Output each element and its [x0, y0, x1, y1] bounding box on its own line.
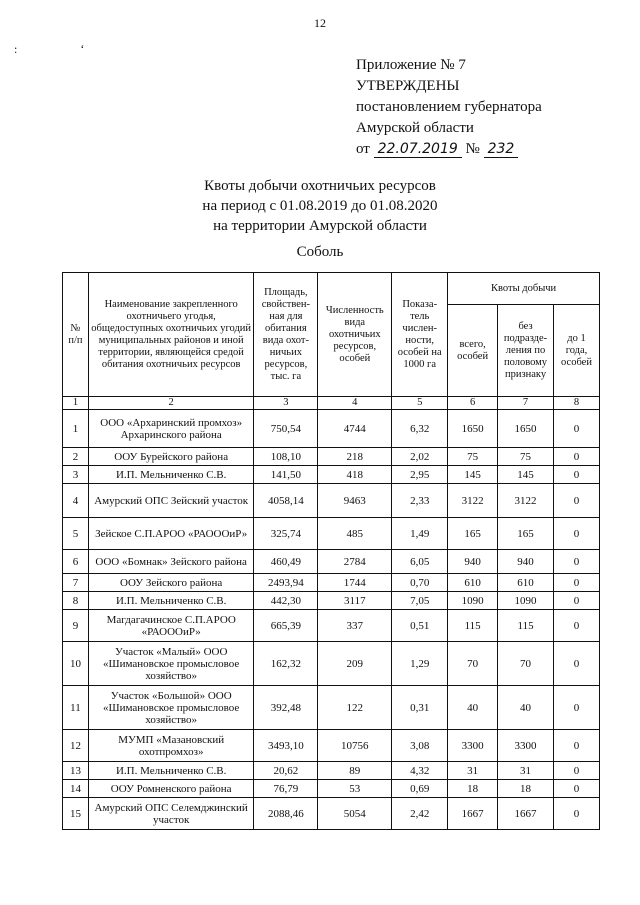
column-number: 3 — [254, 397, 318, 410]
page-number: 12 — [314, 16, 326, 30]
row-no-sex: 3300 — [498, 730, 554, 762]
row-density: 0,70 — [392, 574, 448, 592]
row-density: 0,31 — [392, 686, 448, 730]
row-no-sex: 75 — [498, 448, 554, 466]
decree-date: 22.07.2019 — [374, 141, 462, 158]
row-density: 0,51 — [392, 610, 448, 642]
table-row — [63, 466, 600, 484]
row-density: 2,33 — [392, 484, 448, 518]
header-name: Наименование закрепленного охотничьего угодья, общедоступных охотничьих угодий муниципальных районов и иной территории, являющейся средой обитания охотничьих ресурсов — [88, 273, 253, 397]
row-no-sex: 145 — [498, 466, 554, 484]
row-density: 0,69 — [392, 780, 448, 798]
row-name: Участок «Малый» ООО «Шимановское промысловое хозяйство» — [88, 642, 253, 686]
row-population: 2784 — [318, 550, 392, 574]
row-density: 6,32 — [392, 410, 448, 448]
row-under-one: 0 — [554, 592, 600, 610]
row-number: 6 — [63, 550, 89, 574]
row-name: ООУ Бурейского района — [88, 448, 253, 466]
row-no-sex: 18 — [498, 780, 554, 798]
column-number: 7 — [498, 397, 554, 410]
column-number: 4 — [318, 397, 392, 410]
decree-label: постановлением губернатора — [356, 99, 542, 115]
row-under-one: 0 — [554, 610, 600, 642]
row-no-sex: 1650 — [498, 410, 554, 448]
row-number: 3 — [63, 466, 89, 484]
row-name: И.П. Мельниченко С.В. — [88, 466, 253, 484]
row-total: 31 — [448, 762, 498, 780]
row-area: 3493,10 — [254, 730, 318, 762]
table-row — [63, 730, 600, 762]
from-label: от — [356, 141, 370, 157]
row-number: 10 — [63, 642, 89, 686]
row-under-one: 0 — [554, 762, 600, 780]
table-row — [63, 550, 600, 574]
table-row — [63, 686, 600, 730]
row-under-one: 0 — [554, 642, 600, 686]
table-row — [63, 642, 600, 686]
row-total: 1667 — [448, 798, 498, 830]
column-number: 5 — [392, 397, 448, 410]
row-under-one: 0 — [554, 518, 600, 550]
column-number: 1 — [63, 397, 89, 410]
row-area: 2088,46 — [254, 798, 318, 830]
row-total: 165 — [448, 518, 498, 550]
approved-label: УТВЕРЖДЕНЫ — [356, 78, 460, 94]
row-name: Магдагачинское С.П.АРОО «РАОООиР» — [88, 610, 253, 642]
row-number: 4 — [63, 484, 89, 518]
column-number: 2 — [88, 397, 253, 410]
quota-table — [62, 272, 600, 830]
row-area: 460,49 — [254, 550, 318, 574]
row-population: 337 — [318, 610, 392, 642]
header-under-one: до 1 года, особей — [554, 305, 600, 397]
row-number: 8 — [63, 592, 89, 610]
column-number: 8 — [554, 397, 600, 410]
row-total: 1650 — [448, 410, 498, 448]
row-population: 3117 — [318, 592, 392, 610]
row-area: 108,10 — [254, 448, 318, 466]
table-row — [63, 448, 600, 466]
row-population: 209 — [318, 642, 392, 686]
header-no: № п/п — [63, 273, 89, 397]
header-total: всего, особей — [448, 305, 498, 397]
row-density: 1,29 — [392, 642, 448, 686]
table-row — [63, 592, 600, 610]
row-name: Участок «Большой» ООО «Шимановское промысловое хозяйство» — [88, 686, 253, 730]
row-population: 218 — [318, 448, 392, 466]
species-heading: Соболь — [296, 244, 344, 260]
row-under-one: 0 — [554, 730, 600, 762]
row-number: 14 — [63, 780, 89, 798]
row-number: 2 — [63, 448, 89, 466]
row-under-one: 0 — [554, 484, 600, 518]
row-density: 1,49 — [392, 518, 448, 550]
row-population: 5054 — [318, 798, 392, 830]
row-under-one: 0 — [554, 466, 600, 484]
row-density: 2,42 — [392, 798, 448, 830]
title-line-1: Квоты добычи охотничьих ресурсов — [204, 178, 436, 194]
row-number: 15 — [63, 798, 89, 830]
row-area: 665,39 — [254, 610, 318, 642]
table-row — [63, 610, 600, 642]
row-under-one: 0 — [554, 780, 600, 798]
row-under-one: 0 — [554, 410, 600, 448]
table-row — [63, 780, 600, 798]
header-quota-group: Квоты добычи — [448, 273, 600, 305]
row-number: 9 — [63, 610, 89, 642]
row-number: 11 — [63, 686, 89, 730]
row-no-sex: 31 — [498, 762, 554, 780]
row-density: 4,32 — [392, 762, 448, 780]
row-population: 9463 — [318, 484, 392, 518]
table-row — [63, 762, 600, 780]
row-area: 2493,94 — [254, 574, 318, 592]
row-no-sex: 610 — [498, 574, 554, 592]
row-area: 325,74 — [254, 518, 318, 550]
decree-date-line — [356, 139, 542, 160]
row-total: 40 — [448, 686, 498, 730]
row-area: 76,79 — [254, 780, 318, 798]
row-under-one: 0 — [554, 686, 600, 730]
table-row — [63, 410, 600, 448]
row-total: 3122 — [448, 484, 498, 518]
number-label: № — [465, 141, 480, 157]
row-population: 418 — [318, 466, 392, 484]
row-under-one: 0 — [554, 574, 600, 592]
row-name: Амурский ОПС Зейский участок — [88, 484, 253, 518]
row-area: 392,48 — [254, 686, 318, 730]
decree-number: 232 — [484, 141, 519, 158]
row-no-sex: 3122 — [498, 484, 554, 518]
row-number: 13 — [63, 762, 89, 780]
row-name: Зейское С.П.АРОО «РАОООиР» — [88, 518, 253, 550]
row-name: МУМП «Мазановский охотпромхоз» — [88, 730, 253, 762]
appendix-label: Приложение № 7 — [356, 57, 466, 73]
header-population: Численность вида охотничьих ресурсов, особей — [318, 273, 392, 397]
table-row — [63, 518, 600, 550]
row-population: 1744 — [318, 574, 392, 592]
row-total: 75 — [448, 448, 498, 466]
row-no-sex: 1667 — [498, 798, 554, 830]
row-under-one: 0 — [554, 448, 600, 466]
row-name: Амурский ОПС Селемджинский участок — [88, 798, 253, 830]
row-no-sex: 115 — [498, 610, 554, 642]
row-total: 115 — [448, 610, 498, 642]
row-population: 53 — [318, 780, 392, 798]
row-density: 7,05 — [392, 592, 448, 610]
row-total: 70 — [448, 642, 498, 686]
row-name: ООУ Ромненского района — [88, 780, 253, 798]
document-title — [0, 176, 640, 236]
row-area: 141,50 — [254, 466, 318, 484]
row-no-sex: 40 — [498, 686, 554, 730]
header-density: Показа-тель числен-ности, особей на 1000 га — [392, 273, 448, 397]
row-population: 10756 — [318, 730, 392, 762]
row-area: 442,30 — [254, 592, 318, 610]
title-line-3: на территории Амурской области — [213, 218, 427, 234]
column-number: 6 — [448, 397, 498, 410]
row-name: И.П. Мельниченко С.В. — [88, 762, 253, 780]
row-no-sex: 165 — [498, 518, 554, 550]
row-no-sex: 1090 — [498, 592, 554, 610]
row-density: 6,05 — [392, 550, 448, 574]
row-name: И.П. Мельниченко С.В. — [88, 592, 253, 610]
row-total: 610 — [448, 574, 498, 592]
row-number: 1 — [63, 410, 89, 448]
row-number: 5 — [63, 518, 89, 550]
row-population: 4744 — [318, 410, 392, 448]
row-under-one: 0 — [554, 550, 600, 574]
header-no-sex: без подразде-ления по половому признаку — [498, 305, 554, 397]
row-number: 7 — [63, 574, 89, 592]
region-label: Амурской области — [356, 120, 474, 136]
row-number: 12 — [63, 730, 89, 762]
title-line-2: на период с 01.08.2019 до 01.08.2020 — [202, 198, 438, 214]
row-area: 4058,14 — [254, 484, 318, 518]
header-area: Площадь, свойствен-ная для обитания вида охот-ничьих ресурсов, тыс. га — [254, 273, 318, 397]
row-total: 940 — [448, 550, 498, 574]
row-total: 18 — [448, 780, 498, 798]
table-row — [63, 574, 600, 592]
row-density: 2,02 — [392, 448, 448, 466]
table-row — [63, 484, 600, 518]
row-area: 20,62 — [254, 762, 318, 780]
row-no-sex: 940 — [498, 550, 554, 574]
row-density: 3,08 — [392, 730, 448, 762]
row-population: 485 — [318, 518, 392, 550]
row-name: ООУ Зейского района — [88, 574, 253, 592]
row-total: 3300 — [448, 730, 498, 762]
margin-marks: : ‘ — [14, 42, 115, 56]
row-total: 145 — [448, 466, 498, 484]
row-total: 1090 — [448, 592, 498, 610]
row-population: 89 — [318, 762, 392, 780]
row-area: 162,32 — [254, 642, 318, 686]
row-population: 122 — [318, 686, 392, 730]
row-no-sex: 70 — [498, 642, 554, 686]
row-name: ООО «Бомнак» Зейского района — [88, 550, 253, 574]
table-row — [63, 798, 600, 830]
approval-block — [356, 55, 542, 160]
row-area: 750,54 — [254, 410, 318, 448]
row-density: 2,95 — [392, 466, 448, 484]
row-under-one: 0 — [554, 798, 600, 830]
row-name: ООО «Архаринский промхоз» Архаринского района — [88, 410, 253, 448]
